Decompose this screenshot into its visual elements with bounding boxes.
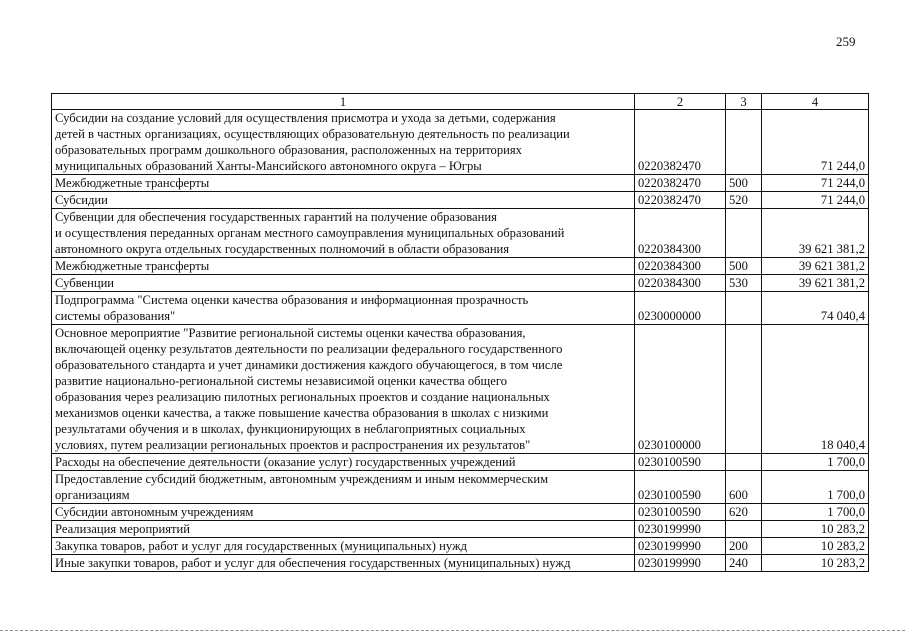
table-header <box>52 94 869 110</box>
cell-expense-name <box>52 209 635 258</box>
cell-expense-type: 200 <box>726 538 762 555</box>
cell-target-code: 0230100590 <box>635 504 726 521</box>
expense-name-line: образовательных программ дошкольного образования, расположенных на территориях <box>55 143 522 157</box>
expense-name-line: Иные закупки товаров, работ и услуг для обеспечения государственных (муниципальных) нужд <box>55 556 571 570</box>
table-row <box>52 471 869 504</box>
header-col-sum: 4 <box>762 94 869 110</box>
cell-expense-type: 600 <box>726 471 762 504</box>
cell-target-code: 0220384300 <box>635 258 726 275</box>
expense-name-line: и осуществления переданных органам местного самоуправления муниципальных образований <box>55 226 565 240</box>
cell-target-code: 0230199990 <box>635 555 726 572</box>
header-col-type: 3 <box>726 94 762 110</box>
cell-target-code: 0220382470 <box>635 175 726 192</box>
cell-expense-name <box>52 521 635 538</box>
cell-expense-name <box>52 471 635 504</box>
table-row <box>52 454 869 471</box>
cell-target-code: 0220384300 <box>635 209 726 258</box>
expense-name-line: организациям <box>55 488 130 502</box>
cell-target-code: 0230199990 <box>635 538 726 555</box>
budget-table <box>51 93 869 572</box>
expense-name-line: детей в частных организациях, осуществляющих образовательную деятельность по реализации <box>55 127 570 141</box>
cell-expense-name <box>52 192 635 209</box>
expense-name-line: Реализация мероприятий <box>55 522 190 536</box>
cell-target-code: 0230000000 <box>635 292 726 325</box>
table-row <box>52 258 869 275</box>
table-row <box>52 555 869 572</box>
table-row <box>52 209 869 258</box>
cell-sum: 10 283,2 <box>762 538 869 555</box>
cell-sum: 39 621 381,2 <box>762 275 869 292</box>
cell-expense-name <box>52 292 635 325</box>
cell-sum: 71 244,0 <box>762 175 869 192</box>
cell-expense-type: 530 <box>726 275 762 292</box>
cell-sum: 10 283,2 <box>762 521 869 538</box>
cell-target-code: 0230100590 <box>635 471 726 504</box>
cell-sum: 1 700,0 <box>762 504 869 521</box>
expense-name-line: образования через реализацию пилотных региональных проектов и создание национальных <box>55 390 550 404</box>
cell-target-code: 0220384300 <box>635 275 726 292</box>
cell-expense-name <box>52 275 635 292</box>
expense-name-line: Расходы на обеспечение деятельности (оказание услуг) государственных учреждений <box>55 455 516 469</box>
table-row <box>52 521 869 538</box>
expense-name-line: муниципальных образований Ханты-Мансийского автономного округа – Югры <box>55 159 482 173</box>
cell-expense-type <box>726 209 762 258</box>
cell-target-code: 0230100590 <box>635 454 726 471</box>
expense-name-line: Субвенции <box>55 276 115 290</box>
expense-name-line: системы образования" <box>55 309 176 323</box>
cell-expense-name <box>52 258 635 275</box>
expense-name-line: Субсидии <box>55 193 108 207</box>
cell-expense-type: 500 <box>726 258 762 275</box>
expense-name-line: образовательного стандарта и учет динамики достижения каждого обучающегося, в том числе <box>55 358 563 372</box>
cell-expense-name <box>52 538 635 555</box>
cell-sum: 18 040,4 <box>762 325 869 454</box>
cell-expense-type: 500 <box>726 175 762 192</box>
table-row <box>52 504 869 521</box>
expense-name-line: автономного округа отдельных государственных полномочий в области образования <box>55 242 510 256</box>
table-row <box>52 110 869 175</box>
header-row <box>52 94 869 110</box>
header-col-code: 2 <box>635 94 726 110</box>
cell-expense-type <box>726 325 762 454</box>
cell-expense-type: 520 <box>726 192 762 209</box>
header-col-name: 1 <box>52 94 635 110</box>
expense-name-line: включающей оценку результатов деятельности по реализации федерального государственного <box>55 342 563 356</box>
expense-name-line: Субсидии на создание условий для осуществления присмотра и ухода за детьми, содержания <box>55 111 556 125</box>
expense-name-line: условиях, путем реализации региональных проектов и распространения их результатов" <box>55 438 531 452</box>
cell-expense-name <box>52 175 635 192</box>
table-row <box>52 325 869 454</box>
cell-sum: 74 040,4 <box>762 292 869 325</box>
cell-target-code: 0220382470 <box>635 110 726 175</box>
page-number: 259 <box>836 34 856 49</box>
cell-sum: 1 700,0 <box>762 471 869 504</box>
cell-sum: 39 621 381,2 <box>762 258 869 275</box>
cell-sum: 39 621 381,2 <box>762 209 869 258</box>
expense-name-line: механизмов оценки качества, а также повышение качества образования в школах с низкими <box>55 406 549 420</box>
cell-expense-type <box>726 454 762 471</box>
cell-expense-type <box>726 292 762 325</box>
expense-name-line: Основное мероприятие "Развитие региональной системы оценки качества образования, <box>55 326 526 340</box>
cell-expense-name <box>52 555 635 572</box>
table-row <box>52 175 869 192</box>
table-row <box>52 275 869 292</box>
expense-name-line: Межбюджетные трансферты <box>55 176 210 190</box>
table-body <box>52 110 869 572</box>
table-row <box>52 192 869 209</box>
cell-sum: 10 283,2 <box>762 555 869 572</box>
cell-expense-type <box>726 110 762 175</box>
cell-sum: 71 244,0 <box>762 110 869 175</box>
cell-expense-name <box>52 454 635 471</box>
cell-target-code: 0230199990 <box>635 521 726 538</box>
cell-sum: 71 244,0 <box>762 192 869 209</box>
expense-name-line: Закупка товаров, работ и услуг для государственных (муниципальных) нужд <box>55 539 468 553</box>
cell-expense-type: 620 <box>726 504 762 521</box>
expense-name-line: результатами обучения и в школах, функционирующих в неблагоприятных социальных <box>55 422 526 436</box>
expense-name-line: развитие национально-региональной системы независимой оценки качества общего <box>55 374 507 388</box>
cell-target-code: 0230100000 <box>635 325 726 454</box>
cell-expense-type <box>726 521 762 538</box>
cell-expense-name <box>52 110 635 175</box>
expense-name-line: Подпрограмма "Система оценки качества образования и информационная прозрачность <box>55 293 529 307</box>
cell-expense-name <box>52 504 635 521</box>
table-row <box>52 292 869 325</box>
cell-expense-type: 240 <box>726 555 762 572</box>
expense-name-line: Субвенции для обеспечения государственных гарантий на получение образования <box>55 210 497 224</box>
table-row <box>52 538 869 555</box>
page-bottom-rule <box>0 630 905 631</box>
cell-expense-name <box>52 325 635 454</box>
expense-name-line: Субсидии автономным учреждениям <box>55 505 254 519</box>
cell-target-code: 0220382470 <box>635 192 726 209</box>
expense-name-line: Межбюджетные трансферты <box>55 259 210 273</box>
expense-name-line: Предоставление субсидий бюджетным, автономным учреждениям и иным некоммерческим <box>55 472 549 486</box>
cell-sum: 1 700,0 <box>762 454 869 471</box>
